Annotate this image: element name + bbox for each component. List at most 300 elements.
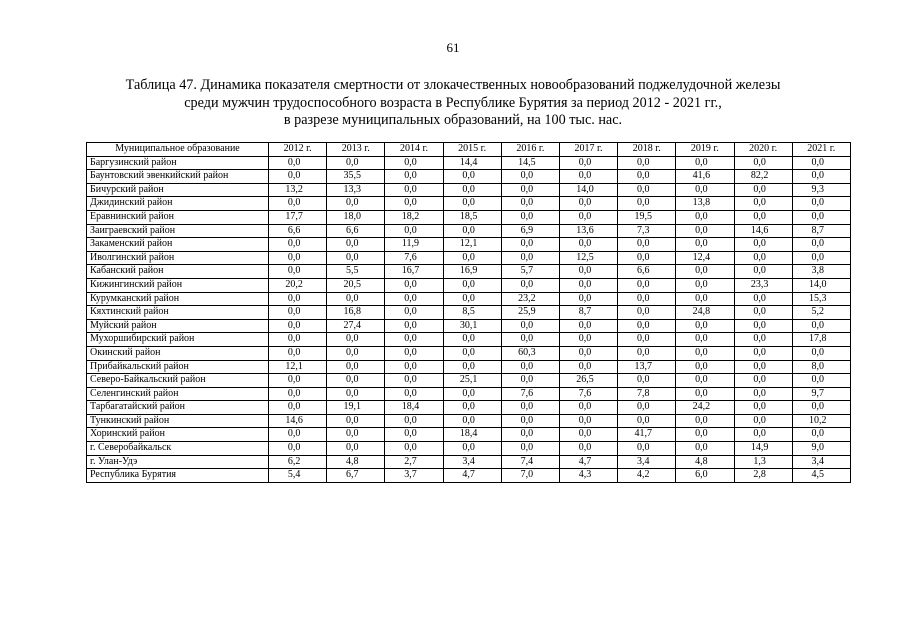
rate-value-cell: 0,0 (443, 333, 501, 347)
rate-value-cell: 12,5 (559, 251, 617, 265)
rate-value-cell: 0,0 (618, 333, 676, 347)
municipality-name-cell: Иволгинский район (87, 251, 269, 265)
rate-value-cell: 0,0 (269, 333, 327, 347)
rate-value-cell: 2,7 (385, 455, 443, 469)
rate-value-cell: 6,6 (327, 224, 385, 238)
rate-value-cell: 16,9 (443, 265, 501, 279)
rate-value-cell: 0,0 (734, 156, 792, 170)
rate-value-cell: 14,0 (792, 278, 850, 292)
municipality-name-cell: Кижингинский район (87, 278, 269, 292)
rate-value-cell: 0,0 (385, 170, 443, 184)
rate-value-cell: 9,3 (792, 183, 850, 197)
rate-value-cell: 13,8 (676, 197, 734, 211)
rate-value-cell: 0,0 (734, 265, 792, 279)
rate-value-cell: 0,0 (676, 156, 734, 170)
rate-value-cell: 6,6 (269, 224, 327, 238)
rate-value-cell: 0,0 (676, 238, 734, 252)
rate-value-cell: 0,0 (385, 292, 443, 306)
municipality-name-cell: Мухоршибирский район (87, 333, 269, 347)
rate-value-cell: 14,5 (501, 156, 559, 170)
municipality-name-cell: Прибайкальский район (87, 360, 269, 374)
table-row (87, 306, 851, 320)
rate-value-cell: 14,6 (269, 414, 327, 428)
rate-value-cell: 0,0 (676, 414, 734, 428)
rate-value-cell: 0,0 (559, 265, 617, 279)
rate-value-cell: 0,0 (501, 360, 559, 374)
table-header-row (87, 143, 851, 157)
rate-value-cell: 5,5 (327, 265, 385, 279)
rate-value-cell: 0,0 (618, 401, 676, 415)
rate-value-cell: 0,0 (385, 224, 443, 238)
caption-line-1: Таблица 47. Динамика показателя смертности от злокачественных новообразований поджелудочной железы (125, 77, 781, 93)
rate-value-cell: 0,0 (443, 346, 501, 360)
rate-value-cell: 0,0 (734, 292, 792, 306)
rate-value-cell: 18,0 (327, 210, 385, 224)
rate-value-cell: 60,3 (501, 346, 559, 360)
rate-value-cell: 0,0 (501, 170, 559, 184)
table-row (87, 319, 851, 333)
rate-value-cell: 5,7 (501, 265, 559, 279)
rate-value-cell: 0,0 (676, 387, 734, 401)
rate-value-cell: 27,4 (327, 319, 385, 333)
table-row (87, 170, 851, 184)
rate-value-cell: 0,0 (269, 401, 327, 415)
rate-value-cell: 4,3 (559, 469, 617, 483)
rate-value-cell: 0,0 (443, 414, 501, 428)
rate-value-cell: 0,0 (443, 401, 501, 415)
rate-value-cell: 0,0 (792, 346, 850, 360)
rate-value-cell: 0,0 (443, 224, 501, 238)
rate-value-cell: 0,0 (269, 306, 327, 320)
rate-value-cell: 0,0 (385, 374, 443, 388)
rate-value-cell: 0,0 (734, 401, 792, 415)
rate-value-cell: 16,7 (385, 265, 443, 279)
municipality-name-cell: Хоринский район (87, 428, 269, 442)
rate-value-cell: 0,0 (443, 251, 501, 265)
rate-value-cell: 15,3 (792, 292, 850, 306)
rate-value-cell: 0,0 (618, 319, 676, 333)
rate-value-cell: 0,0 (327, 238, 385, 252)
header-year-2016: 2016 г. (501, 143, 559, 157)
rate-value-cell: 0,0 (734, 183, 792, 197)
rate-value-cell: 0,0 (443, 170, 501, 184)
rate-value-cell: 6,0 (676, 469, 734, 483)
rate-value-cell: 17,8 (792, 333, 850, 347)
page-number: 61 (446, 40, 460, 55)
rate-value-cell: 0,0 (327, 442, 385, 456)
rate-value-cell: 0,0 (618, 238, 676, 252)
rate-value-cell: 0,0 (501, 238, 559, 252)
rate-value-cell: 19,5 (618, 210, 676, 224)
rate-value-cell: 0,0 (385, 387, 443, 401)
header-year-2021: 2021 г. (792, 143, 850, 157)
table-row (87, 238, 851, 252)
rate-value-cell: 0,0 (618, 197, 676, 211)
header-year-2018: 2018 г. (618, 143, 676, 157)
header-year-2017: 2017 г. (559, 143, 617, 157)
rate-value-cell: 0,0 (443, 387, 501, 401)
header-year-2015: 2015 г. (443, 143, 501, 157)
rate-value-cell: 0,0 (792, 401, 850, 415)
municipality-name-cell: Северо-Байкальский район (87, 374, 269, 388)
rate-value-cell: 9,7 (792, 387, 850, 401)
rate-value-cell: 0,0 (792, 251, 850, 265)
rate-value-cell: 5,4 (269, 469, 327, 483)
rate-value-cell: 3,4 (443, 455, 501, 469)
rate-value-cell: 0,0 (559, 278, 617, 292)
rate-value-cell: 0,0 (618, 251, 676, 265)
rate-value-cell: 0,0 (559, 346, 617, 360)
rate-value-cell: 7,3 (618, 224, 676, 238)
municipality-name-cell: Кяхтинский район (87, 306, 269, 320)
rate-value-cell: 0,0 (618, 414, 676, 428)
rate-value-cell: 0,0 (559, 333, 617, 347)
municipality-name-cell: Баунтовский эвенкийский район (87, 170, 269, 184)
rate-value-cell: 7,8 (618, 387, 676, 401)
rate-value-cell: 16,8 (327, 306, 385, 320)
rate-value-cell: 0,0 (676, 183, 734, 197)
rate-value-cell: 0,0 (443, 442, 501, 456)
rate-value-cell: 0,0 (501, 428, 559, 442)
rate-value-cell: 0,0 (618, 156, 676, 170)
table-row (87, 197, 851, 211)
rate-value-cell: 7,0 (501, 469, 559, 483)
rate-value-cell: 0,0 (618, 442, 676, 456)
municipality-name-cell: г. Улан-Удэ (87, 455, 269, 469)
rate-value-cell: 0,0 (269, 292, 327, 306)
rate-value-cell: 0,0 (559, 292, 617, 306)
municipality-name-cell: Окинский район (87, 346, 269, 360)
rate-value-cell: 12,4 (676, 251, 734, 265)
rate-value-cell: 0,0 (734, 387, 792, 401)
rate-value-cell: 0,0 (559, 197, 617, 211)
rate-value-cell: 0,0 (269, 346, 327, 360)
rate-value-cell: 7,4 (501, 455, 559, 469)
rate-value-cell: 0,0 (501, 333, 559, 347)
rate-value-cell: 0,0 (618, 306, 676, 320)
rate-value-cell: 0,0 (385, 319, 443, 333)
rate-value-cell: 8,7 (559, 306, 617, 320)
rate-value-cell: 0,0 (559, 238, 617, 252)
municipality-name-cell: Баргузинский район (87, 156, 269, 170)
caption-line-2: среди мужчин трудоспособного возраста в Республике Бурятия за период 2012 - 2021 гг., (184, 94, 722, 111)
rate-value-cell: 0,0 (269, 265, 327, 279)
rate-value-cell: 0,0 (269, 238, 327, 252)
rate-value-cell: 0,0 (501, 251, 559, 265)
rate-value-cell: 0,0 (676, 346, 734, 360)
rate-value-cell: 0,0 (501, 442, 559, 456)
rate-value-cell: 0,0 (385, 333, 443, 347)
rate-value-cell: 4,2 (618, 469, 676, 483)
rate-value-cell: 20,5 (327, 278, 385, 292)
rate-value-cell: 41,6 (676, 170, 734, 184)
rate-value-cell: 0,0 (269, 251, 327, 265)
rate-value-cell: 18,5 (443, 210, 501, 224)
rate-value-cell: 0,0 (385, 197, 443, 211)
rate-value-cell: 13,6 (559, 224, 617, 238)
rate-value-cell: 8,7 (792, 224, 850, 238)
rate-value-cell: 23,3 (734, 278, 792, 292)
rate-value-cell: 14,0 (559, 183, 617, 197)
rate-value-cell: 0,0 (618, 278, 676, 292)
rate-value-cell: 0,0 (269, 442, 327, 456)
rate-value-cell: 30,1 (443, 319, 501, 333)
rate-value-cell: 7,6 (385, 251, 443, 265)
rate-value-cell: 0,0 (676, 319, 734, 333)
rate-value-cell: 0,0 (327, 346, 385, 360)
rate-value-cell: 4,8 (676, 455, 734, 469)
rate-value-cell: 14,6 (734, 224, 792, 238)
rate-value-cell: 0,0 (559, 401, 617, 415)
rate-value-cell: 0,0 (269, 170, 327, 184)
rate-value-cell: 4,5 (792, 469, 850, 483)
rate-value-cell: 0,0 (385, 442, 443, 456)
rate-value-cell: 0,0 (269, 428, 327, 442)
municipality-name-cell: Тункинский район (87, 414, 269, 428)
rate-value-cell: 0,0 (385, 346, 443, 360)
rate-value-cell: 0,0 (618, 170, 676, 184)
rate-value-cell: 0,0 (792, 374, 850, 388)
rate-value-cell: 14,9 (734, 442, 792, 456)
rate-value-cell: 0,0 (676, 292, 734, 306)
rate-value-cell: 0,0 (269, 156, 327, 170)
header-year-2020: 2020 г. (734, 143, 792, 157)
rate-value-cell: 0,0 (676, 333, 734, 347)
rate-value-cell: 18,4 (443, 428, 501, 442)
rate-value-cell: 18,4 (385, 401, 443, 415)
rate-value-cell: 0,0 (734, 414, 792, 428)
municipality-name-cell: Муйский район (87, 319, 269, 333)
rate-value-cell: 8,5 (443, 306, 501, 320)
rate-value-cell: 0,0 (559, 319, 617, 333)
rate-value-cell: 0,0 (269, 197, 327, 211)
rate-value-cell: 9,0 (792, 442, 850, 456)
rate-value-cell: 0,0 (734, 360, 792, 374)
rate-value-cell: 5,2 (792, 306, 850, 320)
rate-value-cell: 6,7 (327, 469, 385, 483)
mortality-table (86, 142, 851, 483)
rate-value-cell: 0,0 (676, 278, 734, 292)
municipality-name-cell: Еравнинский район (87, 210, 269, 224)
rate-value-cell: 0,0 (327, 333, 385, 347)
municipality-name-cell: Селенгинский район (87, 387, 269, 401)
rate-value-cell: 6,9 (501, 224, 559, 238)
rate-value-cell: 17,7 (269, 210, 327, 224)
rate-value-cell: 0,0 (443, 183, 501, 197)
table-body (87, 156, 851, 482)
rate-value-cell: 3,4 (792, 455, 850, 469)
table-row (87, 183, 851, 197)
rate-value-cell: 0,0 (443, 278, 501, 292)
rate-value-cell: 18,2 (385, 210, 443, 224)
rate-value-cell: 0,0 (734, 374, 792, 388)
rate-value-cell: 3,4 (618, 455, 676, 469)
municipality-name-cell: Республика Бурятия (87, 469, 269, 483)
municipality-name-cell: Заиграевский район (87, 224, 269, 238)
rate-value-cell: 0,0 (734, 306, 792, 320)
rate-value-cell: 19,1 (327, 401, 385, 415)
rate-value-cell: 0,0 (734, 333, 792, 347)
rate-value-cell: 12,1 (269, 360, 327, 374)
rate-value-cell: 0,0 (327, 360, 385, 374)
rate-value-cell: 0,0 (734, 210, 792, 224)
municipality-name-cell: Бичурский район (87, 183, 269, 197)
rate-value-cell: 0,0 (559, 360, 617, 374)
table-row (87, 210, 851, 224)
rate-value-cell: 0,0 (676, 442, 734, 456)
rate-value-cell: 0,0 (618, 374, 676, 388)
rate-value-cell: 0,0 (792, 238, 850, 252)
municipality-name-cell: г. Северобайкальск (87, 442, 269, 456)
header-year-2014: 2014 г. (385, 143, 443, 157)
rate-value-cell: 82,2 (734, 170, 792, 184)
rate-value-cell: 0,0 (618, 346, 676, 360)
rate-value-cell: 0,0 (676, 360, 734, 374)
rate-value-cell: 0,0 (559, 210, 617, 224)
header-municipality: Муниципальное образование (87, 143, 269, 157)
rate-value-cell: 0,0 (385, 278, 443, 292)
rate-value-cell: 20,2 (269, 278, 327, 292)
rate-value-cell: 0,0 (327, 156, 385, 170)
rate-value-cell: 7,6 (559, 387, 617, 401)
header-year-2013: 2013 г. (327, 143, 385, 157)
rate-value-cell: 14,4 (443, 156, 501, 170)
rate-value-cell: 0,0 (385, 183, 443, 197)
rate-value-cell: 25,9 (501, 306, 559, 320)
rate-value-cell: 0,0 (327, 387, 385, 401)
rate-value-cell: 0,0 (792, 197, 850, 211)
rate-value-cell: 0,0 (501, 278, 559, 292)
rate-value-cell: 0,0 (501, 414, 559, 428)
rate-value-cell: 0,0 (327, 428, 385, 442)
header-year-2012: 2012 г. (269, 143, 327, 157)
rate-value-cell: 24,2 (676, 401, 734, 415)
rate-value-cell: 0,0 (443, 197, 501, 211)
table-row (87, 442, 851, 456)
table-caption (60, 77, 846, 130)
table-row (87, 346, 851, 360)
municipality-name-cell: Курумканский район (87, 292, 269, 306)
rate-value-cell: 0,0 (559, 414, 617, 428)
rate-value-cell: 0,0 (792, 170, 850, 184)
rate-value-cell: 0,0 (501, 319, 559, 333)
table-row (87, 469, 851, 483)
rate-value-cell: 0,0 (327, 251, 385, 265)
rate-value-cell: 0,0 (443, 292, 501, 306)
rate-value-cell: 0,0 (792, 156, 850, 170)
rate-value-cell: 4,8 (327, 455, 385, 469)
rate-value-cell: 0,0 (385, 306, 443, 320)
rate-value-cell: 0,0 (734, 319, 792, 333)
rate-value-cell: 3,8 (792, 265, 850, 279)
rate-value-cell: 13,3 (327, 183, 385, 197)
rate-value-cell: 11,9 (385, 238, 443, 252)
rate-value-cell: 0,0 (618, 292, 676, 306)
rate-value-cell: 3,7 (385, 469, 443, 483)
rate-value-cell: 0,0 (385, 428, 443, 442)
rate-value-cell: 0,0 (618, 183, 676, 197)
rate-value-cell: 0,0 (501, 210, 559, 224)
rate-value-cell: 0,0 (501, 401, 559, 415)
rate-value-cell: 0,0 (385, 156, 443, 170)
rate-value-cell: 0,0 (734, 238, 792, 252)
rate-value-cell: 13,2 (269, 183, 327, 197)
rate-value-cell: 4,7 (559, 455, 617, 469)
rate-value-cell: 4,7 (443, 469, 501, 483)
table-row (87, 387, 851, 401)
rate-value-cell: 25,1 (443, 374, 501, 388)
rate-value-cell: 0,0 (501, 197, 559, 211)
table-row (87, 333, 851, 347)
rate-value-cell: 0,0 (559, 442, 617, 456)
rate-value-cell: 0,0 (792, 210, 850, 224)
municipality-name-cell: Джидинский район (87, 197, 269, 211)
rate-value-cell: 2,8 (734, 469, 792, 483)
rate-value-cell: 0,0 (501, 183, 559, 197)
table-row (87, 414, 851, 428)
rate-value-cell: 35,5 (327, 170, 385, 184)
rate-value-cell: 0,0 (327, 414, 385, 428)
rate-value-cell: 0,0 (269, 319, 327, 333)
header-year-2019: 2019 г. (676, 143, 734, 157)
table-row (87, 278, 851, 292)
rate-value-cell: 0,0 (734, 346, 792, 360)
table-row (87, 455, 851, 469)
table-row (87, 156, 851, 170)
table-row (87, 292, 851, 306)
table-row (87, 265, 851, 279)
rate-value-cell: 0,0 (559, 170, 617, 184)
rate-value-cell: 0,0 (792, 319, 850, 333)
table-row (87, 374, 851, 388)
table-row (87, 224, 851, 238)
rate-value-cell: 0,0 (676, 224, 734, 238)
rate-value-cell: 0,0 (385, 414, 443, 428)
table-row (87, 360, 851, 374)
rate-value-cell: 0,0 (327, 292, 385, 306)
rate-value-cell: 8,0 (792, 360, 850, 374)
rate-value-cell: 0,0 (734, 428, 792, 442)
rate-value-cell: 6,6 (618, 265, 676, 279)
caption-line-3: в разрезе муниципальных образований, на 100 тыс. нас. (283, 112, 623, 128)
rate-value-cell: 0,0 (676, 428, 734, 442)
rate-value-cell: 0,0 (327, 197, 385, 211)
rate-value-cell: 0,0 (269, 374, 327, 388)
rate-value-cell: 12,1 (443, 238, 501, 252)
rate-value-cell: 26,5 (559, 374, 617, 388)
rate-value-cell: 7,6 (501, 387, 559, 401)
rate-value-cell: 13,7 (618, 360, 676, 374)
table-row (87, 428, 851, 442)
rate-value-cell: 0,0 (559, 156, 617, 170)
rate-value-cell: 0,0 (676, 374, 734, 388)
rate-value-cell: 0,0 (734, 251, 792, 265)
municipality-name-cell: Закаменский район (87, 238, 269, 252)
rate-value-cell: 0,0 (559, 428, 617, 442)
rate-value-cell: 1,3 (734, 455, 792, 469)
rate-value-cell: 10,2 (792, 414, 850, 428)
rate-value-cell: 0,0 (269, 387, 327, 401)
rate-value-cell: 0,0 (792, 428, 850, 442)
table-row (87, 251, 851, 265)
rate-value-cell: 6,2 (269, 455, 327, 469)
rate-value-cell: 24,8 (676, 306, 734, 320)
rate-value-cell: 0,0 (676, 210, 734, 224)
rate-value-cell: 0,0 (734, 197, 792, 211)
rate-value-cell: 0,0 (385, 360, 443, 374)
rate-value-cell: 0,0 (443, 360, 501, 374)
rate-value-cell: 0,0 (327, 374, 385, 388)
